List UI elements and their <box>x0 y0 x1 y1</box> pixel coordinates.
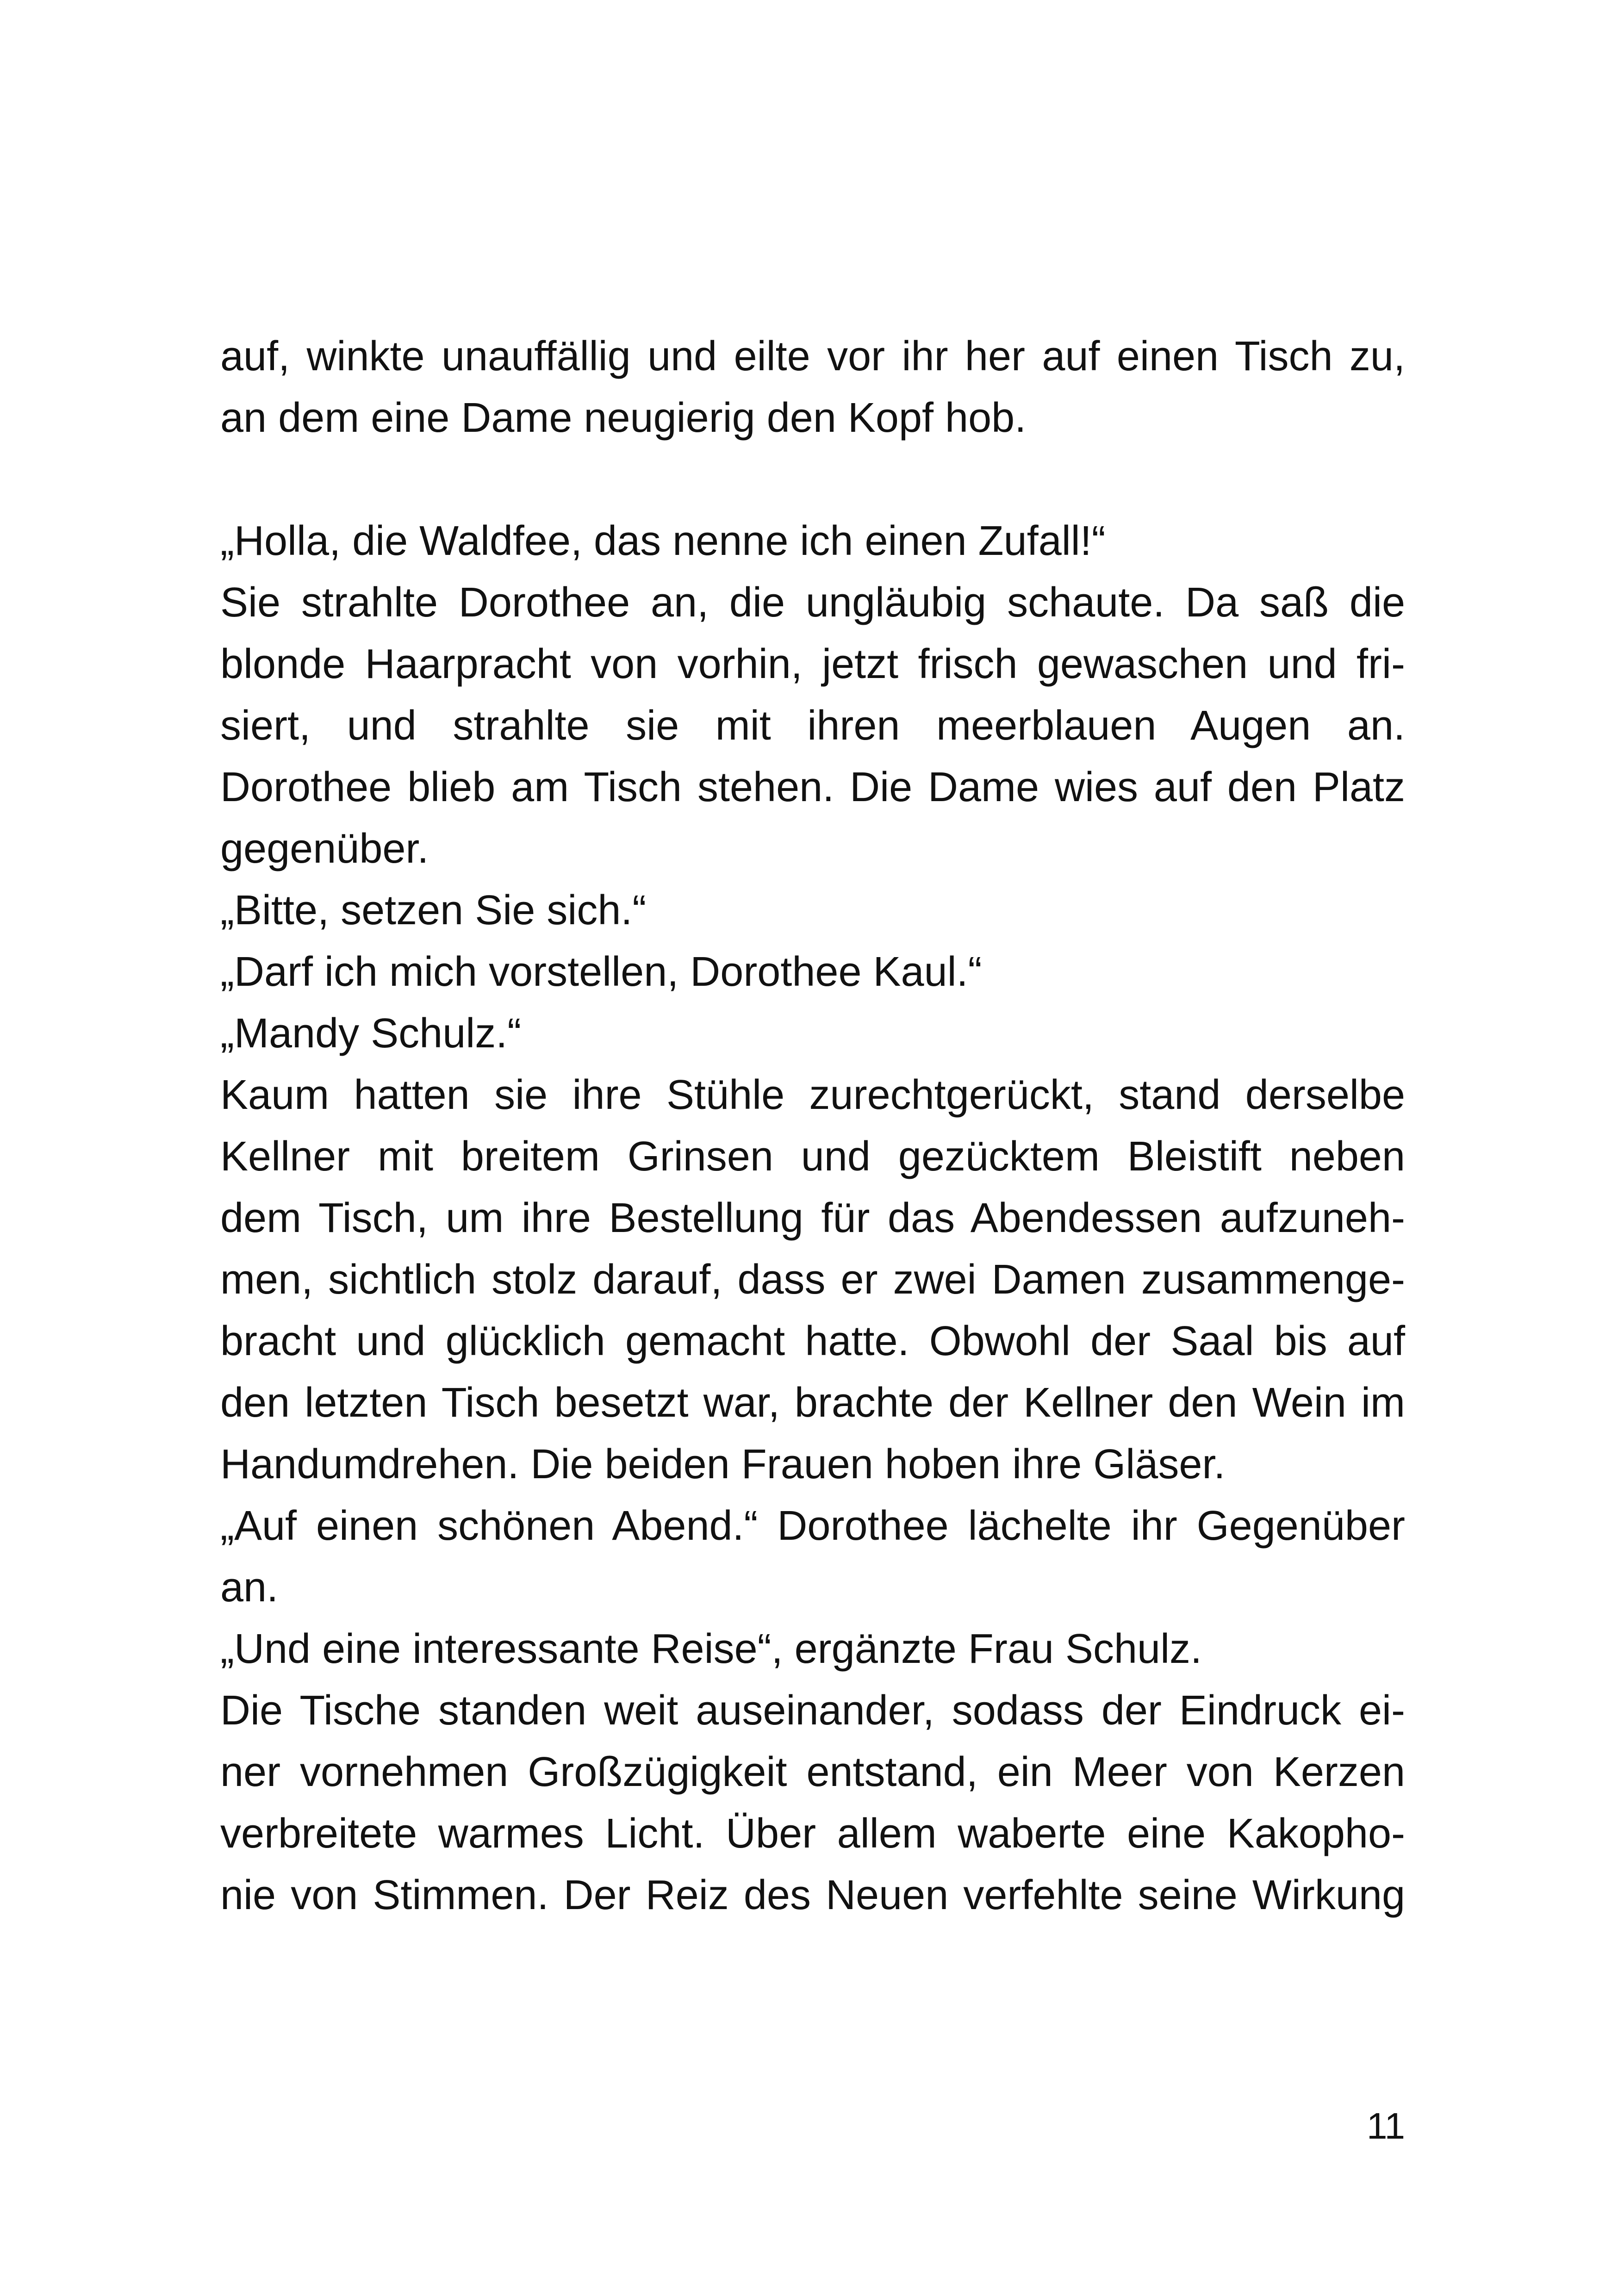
text-line: „Mandy Schulz.“ <box>220 1010 522 1057</box>
text-line: men, sichtlich stolz darauf, dass er zwei Damen zusammenge- <box>220 1257 1405 1303</box>
text-line: den letzten Tisch besetzt war, brachte der Kellner den Wein im <box>220 1380 1405 1426</box>
text-line: Dorothee blieb am Tisch stehen. Die Dame wies auf den Platz <box>220 764 1405 810</box>
text-line: an dem eine Dame neugierig den Kopf hob. <box>220 395 1027 441</box>
text-line: siert, und strahlte sie mit ihren meerblauen Augen an. <box>220 703 1405 749</box>
text-line: Handumdrehen. Die beiden Frauen hoben ihre Gläser. <box>220 1441 1226 1487</box>
body-text <box>220 326 1405 1926</box>
text-line: auf, winkte unauffällig und eilte vor ihr her auf einen Tisch zu, <box>220 333 1405 380</box>
text-line: Kaum hatten sie ihre Stühle zurechtgerückt, stand derselbe <box>220 1072 1405 1118</box>
text-line: „Und eine interessante Reise“, ergänzte Frau Schulz. <box>220 1626 1202 1672</box>
text-line: Kellner mit breitem Grinsen und gezücktem Bleistift neben <box>220 1133 1405 1180</box>
page-number: 11 <box>1366 2105 1405 2147</box>
text-line: an. <box>220 1564 279 1611</box>
text-line: blonde Haarpracht von vorhin, jetzt frisch gewaschen und fri- <box>220 641 1405 687</box>
text-line: Die Tische standen weit auseinander, sodass der Eindruck ei- <box>220 1687 1405 1734</box>
text-line: „Bitte, setzen Sie sich.“ <box>220 887 647 933</box>
paragraph-gap <box>220 449 1405 510</box>
text-line: dem Tisch, um ihre Bestellung für das Abendessen aufzuneh- <box>220 1195 1405 1241</box>
text-line: „Holla, die Waldfee, das nenne ich einen Zufall!“ <box>220 518 1106 564</box>
text-line: verbreitete warmes Licht. Über allem waberte eine Kakopho- <box>220 1811 1405 1857</box>
text-line: bracht und glücklich gemacht hatte. Obwohl der Saal bis auf <box>220 1318 1405 1364</box>
text-line: gegenüber. <box>220 826 429 872</box>
text-line: Sie strahlte Dorothee an, die ungläubig schaute. Da saß die <box>220 579 1405 626</box>
text-line: ner vornehmen Großzügigkeit entstand, ein Meer von Kerzen <box>220 1749 1405 1795</box>
text-line: „Darf ich mich vorstellen, Dorothee Kaul.“ <box>220 949 982 995</box>
text-line: nie von Stimmen. Der Reiz des Neuen verfehlte seine Wirkung <box>220 1872 1405 1918</box>
text-line: „Auf einen schönen Abend.“ Dorothee lächelte ihr Gegenüber <box>220 1503 1405 1549</box>
